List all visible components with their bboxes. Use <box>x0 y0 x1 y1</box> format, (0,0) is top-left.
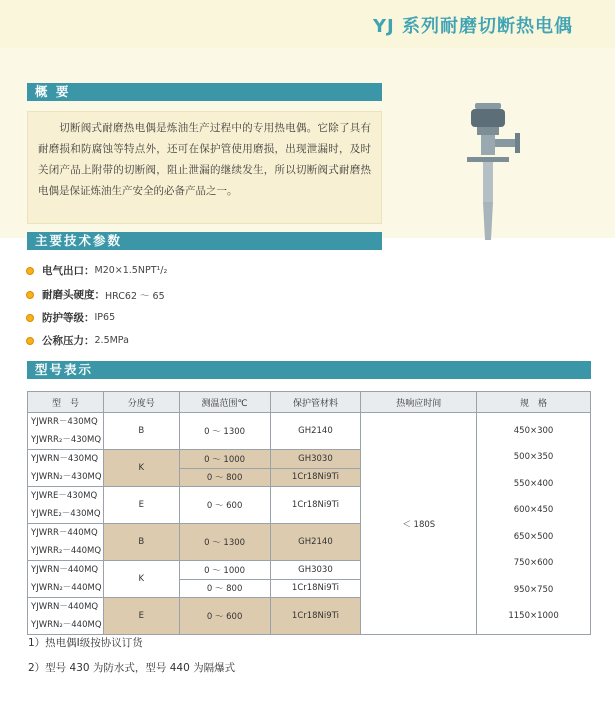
section-model: 型号表示 <box>27 361 591 379</box>
model-table: 型 号 分度号 测温范围℃ 保护管材料 热响应时间 规 格 YJWRR－430MQ YJWRR₂－430MQ B 0 ～ 1300 GH2140 ＜ 180S 450×300 500×350 550×400 600×450 650×500 750×600 950×750 1150×1000 YJWRN－430MQ YJWRN₂－430MQ K 0 ～ 1000 GH3030 0 ～ 800 1Cr18Ni9Ti YJWRE－430MQ YJWRE₂－430MQ E 0 ～ 600 1Cr18Ni9Ti YJWRR－440MQ YJWRR₂－440MQ B 0 ～ 1300 GH2140 YJWRN－440MQ YJWRN₂－440MQ K 0 ～ 1000 GH3030 0 ～ 800 1Cr18Ni9Ti YJWRN－440MQ YJWRN₂－440MQ E 0 ～ 600 1Cr18Ni9Ti <box>27 391 591 635</box>
model-cell: YJWRN－430MQ YJWRN₂－430MQ <box>28 450 104 487</box>
overview-text: 切断阀式耐磨热电偶是炼油生产过程中的专用热电偶。它除了具有耐磨损和防腐蚀等特点外，还可在保护管使用磨损，出现泄漏时，及时关闭产品上附带的切断阀，阻止泄漏的继续发生，所以切断阀式耐磨热电偶是保证炼油生产安全的必备产品之一。 <box>27 111 382 224</box>
bullet-icon <box>26 291 34 299</box>
param-row: 耐磨头硬度： HRC62 ～ 65 <box>26 287 165 302</box>
table-header-row: 型 号 分度号 测温范围℃ 保护管材料 热响应时间 规 格 <box>28 392 591 413</box>
thermocouple-product-image <box>455 95 535 245</box>
bullet-icon <box>26 267 34 275</box>
param-row: 公称压力： 2.5MPa <box>26 333 129 348</box>
param-row: 电气出口： M20×1.5NPT¹/₂ <box>26 263 167 278</box>
note-1: 1）热电偶Ⅰ级按协议订货 <box>28 637 143 649</box>
page-title: YJ 系列耐磨切断热电偶 <box>373 16 573 37</box>
bullet-icon <box>26 314 34 322</box>
model-cell: YJWRN－440MQ YJWRN₂－440MQ <box>28 561 104 598</box>
table-row: 0 ～ 800 1Cr18Ni9Ti <box>28 579 591 598</box>
sizes-cell: 450×300 500×350 550×400 600×450 650×500 750×600 950×750 1150×1000 <box>477 413 591 635</box>
table-row: 0 ～ 800 1Cr18Ni9Ti <box>28 468 591 487</box>
section-overview: 概 要 <box>27 83 382 101</box>
model-cell: YJWRN－440MQ YJWRN₂－440MQ <box>28 598 104 635</box>
bullet-icon <box>26 337 34 345</box>
section-tech-params: 主要技术参数 <box>27 232 382 250</box>
model-cell: YJWRE－430MQ YJWRE₂－430MQ <box>28 487 104 524</box>
param-row: 防护等级： IP65 <box>26 310 115 325</box>
model-cell: YJWRR－430MQ YJWRR₂－430MQ <box>28 413 104 450</box>
table-row: YJWRN－440MQ YJWRN₂－440MQ K 0 ～ 1000 GH3030 <box>28 561 591 580</box>
table-row: YJWRN－430MQ YJWRN₂－430MQ K 0 ～ 1000 GH3030 <box>28 450 591 469</box>
response-time-cell: ＜ 180S <box>361 413 477 635</box>
model-cell: YJWRR－440MQ YJWRR₂－440MQ <box>28 524 104 561</box>
note-2: 2）型号 430 为防水式，型号 440 为隔爆式 <box>28 662 236 674</box>
